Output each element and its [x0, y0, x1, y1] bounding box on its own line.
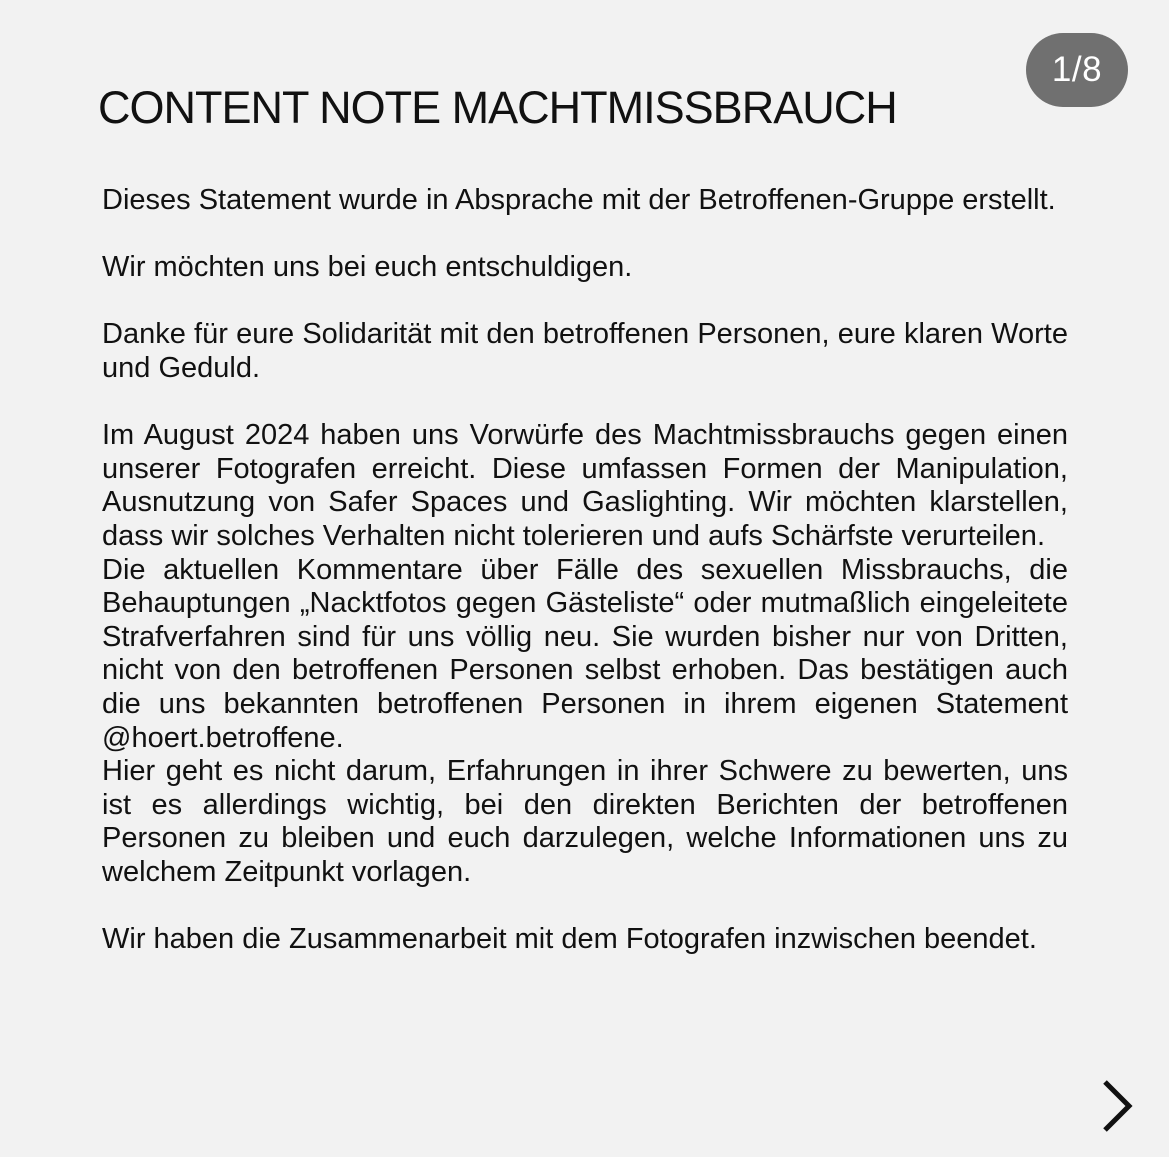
statement-paragraph: Die aktuellen Kommentare über Fälle des sexuellen Missbrauchs, die Behauptungen „Nacktfotos gegen Gästeliste“ oder mutmaßlich eingeleitete Strafverfahren sind für uns völlig neu. Sie wurden bisher nur von Dritten, nicht von den betroffenen Personen selbst erhoben. Das bestätigen auch die uns bekannten betroffenen Personen in ihrem eigenen Statement @hoert.betroffene.	[102, 553, 1068, 754]
statement-paragraph: Danke für eure Solidarität mit den betroffenen Personen, eure klaren Worte und Geduld.	[102, 318, 1068, 384]
statement-paragraph: Wir möchten uns bei euch entschuldigen.	[102, 251, 633, 284]
statement-paragraph: Dieses Statement wurde in Absprache mit der Betroffenen-Gruppe erstellt.	[102, 184, 1056, 216]
next-slide-button[interactable]	[1096, 1078, 1136, 1134]
page-counter-text: 1/8	[1051, 50, 1103, 89]
chevron-right-icon	[1096, 1078, 1136, 1134]
statement-paragraph: Hier geht es nicht darum, Erfahrungen in ihrer Schwere zu bewerten, uns ist es allerdings wichtig, bei den direkten Berichten der betroffenen Personen zu bleiben und euch darzulegen, welche Informationen uns zu welchem Zeitpunkt vorlagen.	[102, 755, 1068, 888]
statement-paragraph: Im August 2024 haben uns Vorwürfe des Machtmissbrauchs gegen einen unserer Fotografen erreicht. Diese umfassen Formen der Manipulation, Ausnutzung von Safer Spaces und Gaslighting. Wir möchten klarstellen, dass wir solches Verhalten nicht tolerieren und aufs Schärfste verurteilen.	[102, 419, 1068, 552]
page-counter-badge	[1026, 33, 1128, 107]
statement-body	[102, 184, 1068, 957]
statement-paragraph: Wir haben die Zusammenarbeit mit dem Fotografen inzwischen beendet.	[102, 923, 1037, 956]
slide-title: CONTENT NOTE MACHTMISSBRAUCH	[98, 82, 897, 133]
